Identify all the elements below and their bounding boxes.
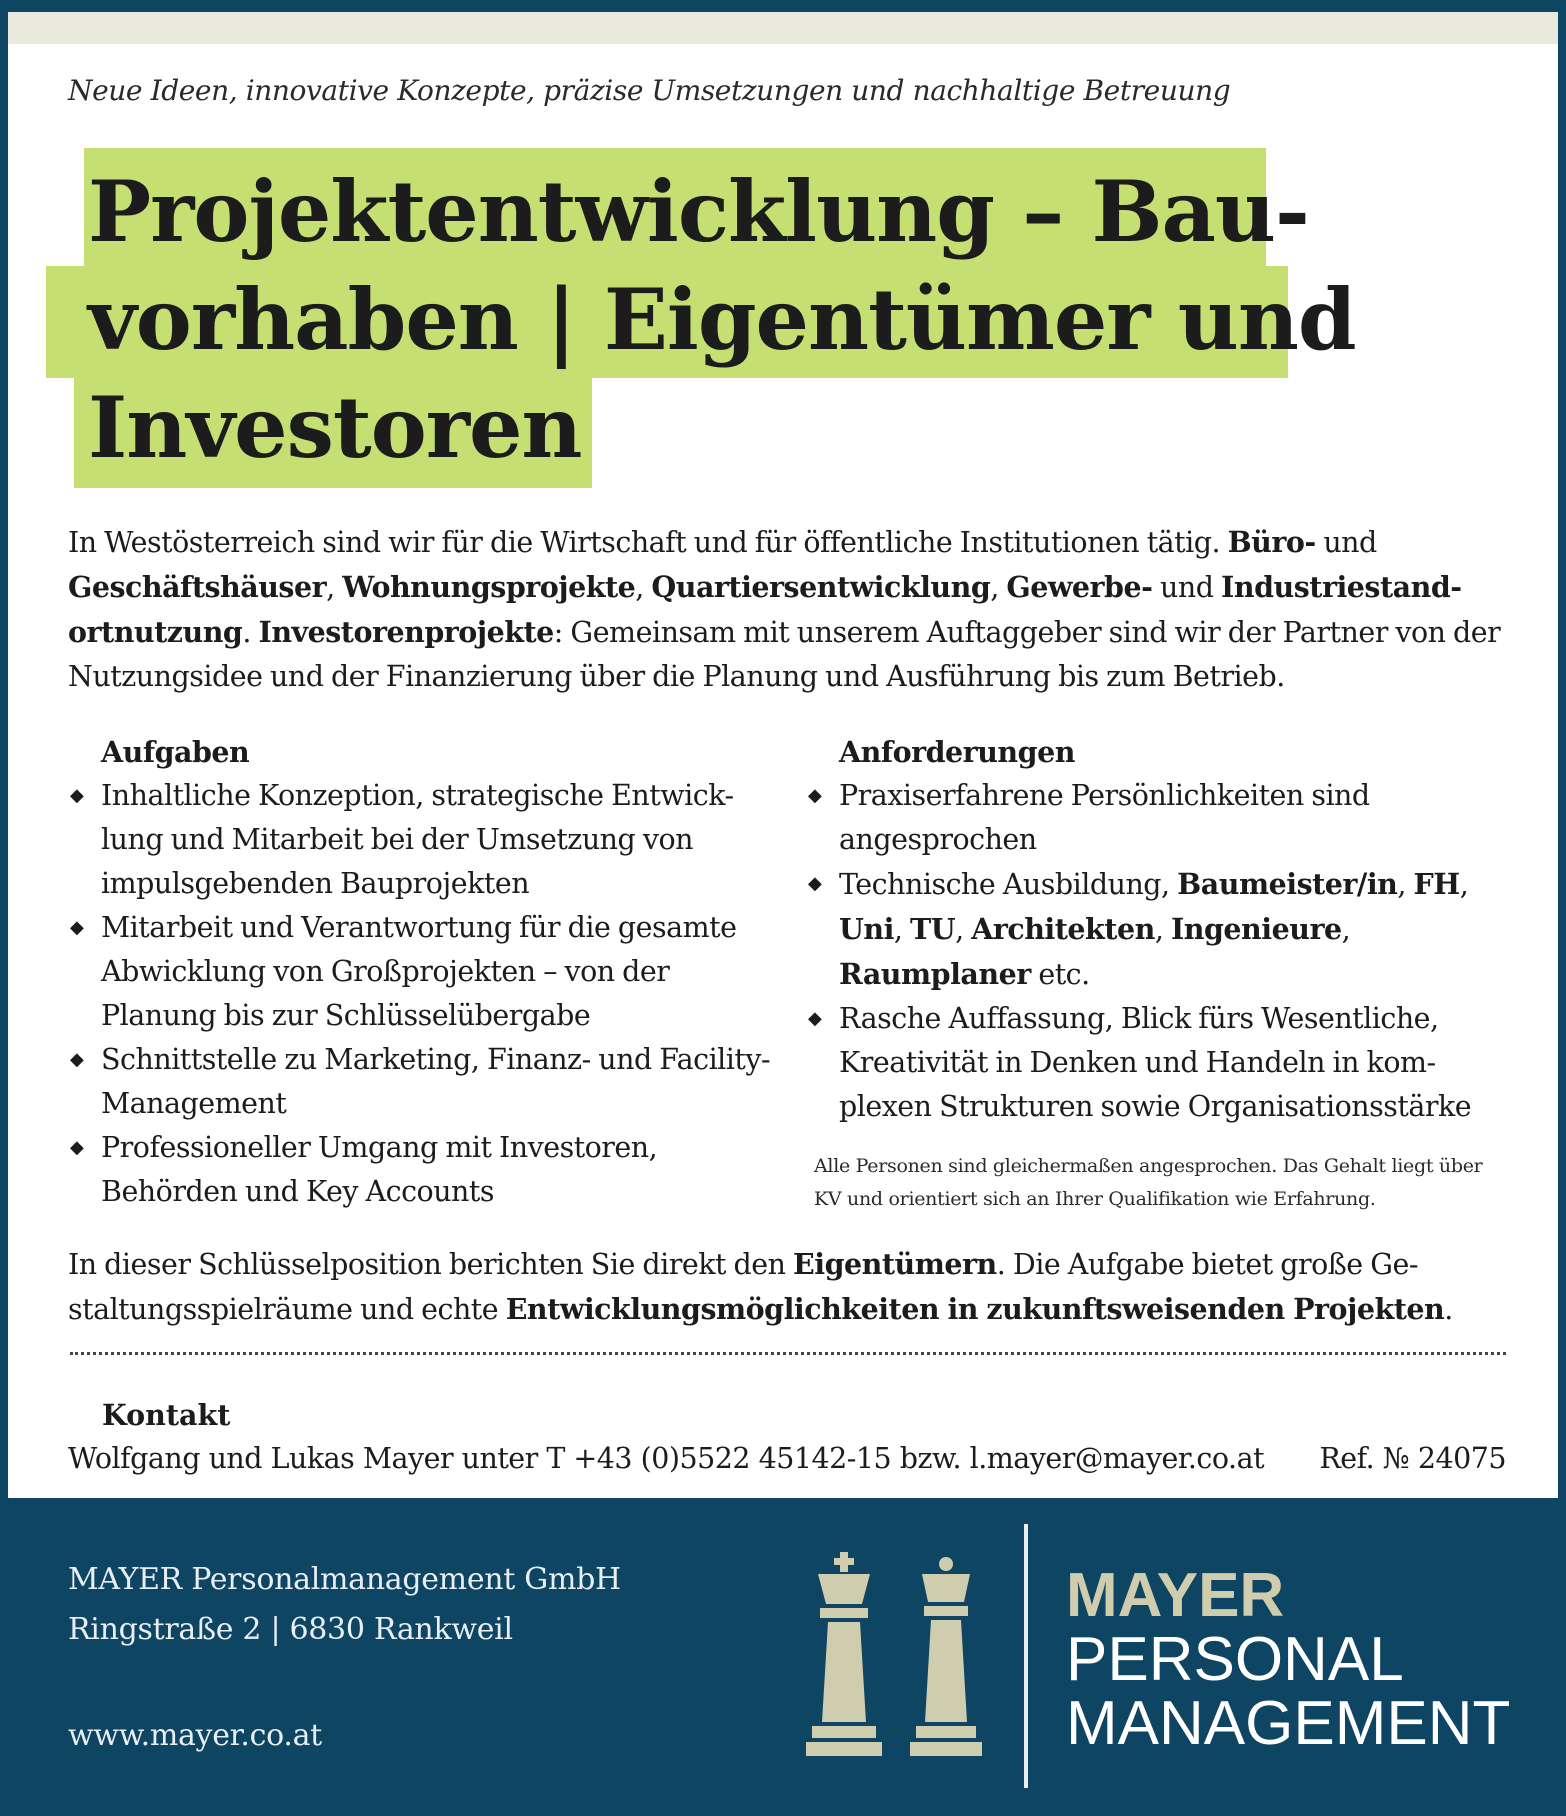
logo-personal: PERSONAL — [1066, 1625, 1404, 1694]
list-item: ◆ Schnittstelle zu Marketing, Finanz- und Facility-Management — [68, 1038, 778, 1126]
list-item: ◆ Professioneller Umgang mit Investoren, Behörden und Key Accounts — [68, 1126, 778, 1214]
outro-paragraph: In dieser Schlüsselposition berichten Sie direkt den Eigentümern. Die Aufgabe bietet große Ge-staltungsspielräume und echte Entwicklungsmöglichkeiten in zukunftsweisenden Projekten. — [68, 1247, 1453, 1326]
job-title-line-3: Investoren — [88, 378, 582, 477]
contact-line: Wolfgang und Lukas Mayer unter T +43 (0)5522 45142-15 bzw. l.mayer@mayer.co.at — [68, 1442, 1265, 1475]
anforderungen-section — [806, 730, 1506, 1129]
footer-divider — [1024, 1524, 1028, 1788]
company-address: Ringstraße 2 | 6830 Rankweil — [68, 1612, 513, 1647]
bullet-icon: ◆ — [808, 1008, 822, 1029]
chess-pieces-icon — [800, 1550, 990, 1760]
chess-king-icon — [806, 1552, 882, 1756]
anforderungen-heading: Anforderungen — [839, 735, 1075, 769]
list-item: ◆ Technische Ausbildung, Baumeister/in, FH, Uni, TU, Architekten, Ingenieure, Raumplaner etc. — [806, 862, 1506, 997]
bullet-icon: ◆ — [70, 917, 84, 938]
job-ad-card — [8, 12, 1558, 1498]
list-item: ◆ Inhaltliche Konzeption, strategische Entwick-lung und Mitarbeit bei der Umsetzung von impulsgebenden Bauprojekten — [68, 774, 778, 906]
bullet-icon: ◆ — [70, 1049, 84, 1070]
list-item: ◆ Rasche Auffassung, Blick fürs Wesentliche, Kreativität in Denken und Handeln in kom-plexen Strukturen sowie Organisationsstärke — [806, 997, 1506, 1129]
logo-mayer: MAYER — [1066, 1561, 1285, 1630]
dotted-divider — [70, 1352, 1506, 1355]
list-item: ◆ Praxiserfahrene Persönlichkeiten sind angesprochen — [806, 774, 1506, 862]
reference-number: Ref. № 24075 — [1319, 1442, 1506, 1475]
tagline: Neue Ideen, innovative Konzepte, präzise Umsetzungen und nachhaltige Betreuung — [68, 74, 1231, 107]
kontakt-heading: Kontakt — [102, 1398, 231, 1432]
aufgaben-heading: Aufgaben — [101, 735, 250, 769]
salary-note: Alle Personen sind gleichermaßen angesprochen. Das Gehalt liegt über KV und orientiert sich an Ihrer Qualifikation wie Erfahrung. — [814, 1155, 1483, 1210]
bullet-icon: ◆ — [808, 873, 822, 894]
bullet-icon: ◆ — [808, 785, 822, 806]
website-link[interactable]: www.mayer.co.at — [68, 1718, 322, 1753]
logo-management: MANAGEMENT — [1066, 1689, 1511, 1758]
chess-queen-icon — [910, 1557, 982, 1756]
list-item: ◆ Mitarbeit und Verantwortung für die gesamte Abwicklung von Großprojekten – von der Planung bis zur Schlüsselübergabe — [68, 906, 778, 1038]
company-name: MAYER Personalmanagement GmbH — [68, 1562, 621, 1597]
aufgaben-section — [68, 730, 778, 1214]
intro-paragraph: In Westösterreich sind wir für die Wirtschaft und für öffentliche Institutionen tätig. Büro- und Geschäftshäuser, Wohnungsprojekte, Quartiersentwicklung, Gewerbe- und Industriestand-ortnutzung. Investorenprojekte: Gemeinsam mit unserem Auftaggeber sind wir der Partner von der Nutzungsidee und der Finanzierung über die Planung und Ausführung bis zum Betrieb. — [68, 525, 1501, 693]
bullet-icon: ◆ — [70, 785, 84, 806]
job-title-line-2: vorhaben | Eigentümer und — [88, 270, 1356, 369]
job-title-line-1: Projektentwicklung – Bau- — [88, 162, 1309, 261]
top-strip — [8, 12, 1558, 44]
bullet-icon: ◆ — [70, 1137, 84, 1158]
